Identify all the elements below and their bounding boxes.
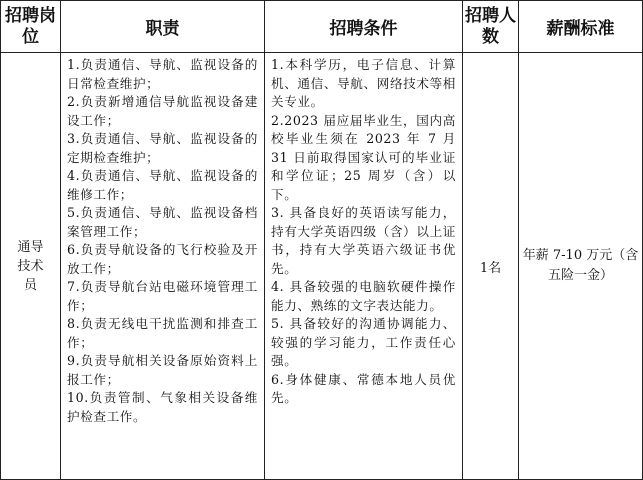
list-item: 1.本科学历，电子信息、计算机、通信、导航、网络技术等相关专业。: [271, 57, 456, 109]
list-item: 6.负责导航设备的飞行校验及开放工作；: [67, 242, 258, 276]
list-item: 2.2023 届应届毕业生，国内高校毕业生须在 2023 年 7 月 31 日前取得国家认可的毕业证和学位证；25 周岁（含）以下。: [271, 112, 456, 202]
list-item: 6.身体健康、常德本地人员优先。: [271, 371, 456, 405]
list-item: 4.负责通信、导航、监视设备的维修工作；: [67, 168, 258, 202]
headcount-cell: 1名: [463, 53, 519, 480]
list-item: 5. 具备较好的沟通协调能力、较强的学习能力，工作责任心强。: [271, 316, 456, 368]
salary-cell: 年薪 7-10 万元（含五险一金）: [519, 53, 643, 480]
list-item: 2.负责新增通信导航监视设备建设工作；: [67, 94, 258, 128]
list-item: 10.负责管制、气象相关设备维护检查工作。: [67, 390, 258, 424]
list-item: 7.负责导航台站电磁环境管理工作；: [67, 279, 258, 313]
header-duties: 职责: [61, 1, 265, 53]
table-row: [1, 53, 643, 480]
position-cell: [1, 53, 61, 480]
list-item: 1.负责通信、导航、监视设备的日常检查维护；: [67, 57, 258, 91]
list-item: 3. 具备良好的英语读写能力，持有大学英语四级（含）以上证书，持有大学英语六级证书优先。: [271, 205, 456, 276]
list-item: 3.负责通信、导航、监视设备的定期检查维护；: [67, 131, 258, 165]
list-item: 5.负责通信、导航、监视设备档案管理工作；: [67, 205, 258, 239]
list-item: 4. 具备较强的电脑软硬件操作能力、熟练的文字表达能力。: [271, 279, 456, 313]
header-row: [1, 1, 643, 53]
list-item: 8.负责无线电干扰监测和排查工作；: [67, 316, 258, 350]
header-headcount: 招聘人数: [463, 1, 519, 53]
position-name: 通导技术员: [17, 239, 44, 293]
requirements-cell: [265, 53, 463, 480]
header-requirements: 招聘条件: [265, 1, 463, 53]
list-item: 9.负责导航相关设备原始资料上报工作；: [67, 353, 258, 387]
header-position: 招聘岗位: [1, 1, 61, 53]
header-salary: 薪酬标准: [519, 1, 643, 53]
duties-cell: [61, 53, 265, 480]
